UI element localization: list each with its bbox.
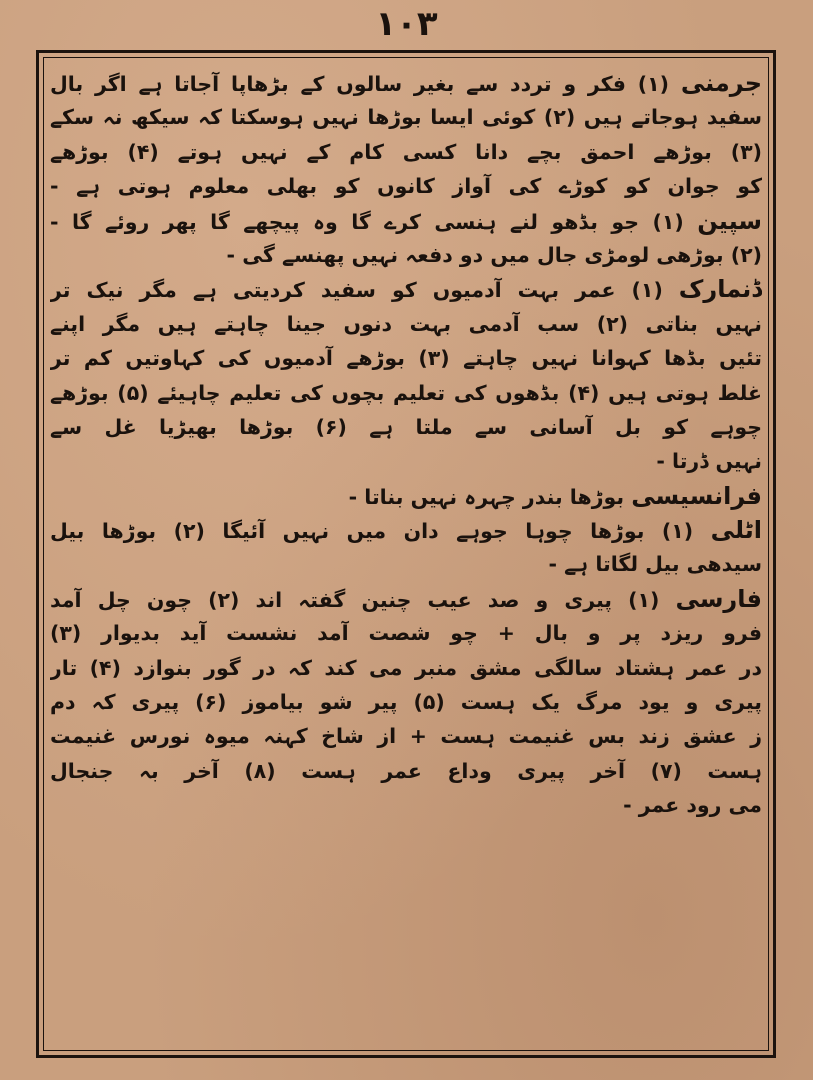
line-text: سفید ہوجاتے ہیں (۲) کوئی ایسا بوڑھا نہیں ہوسکتا کہ سیکھ نہ سکے bbox=[50, 105, 762, 130]
text-line bbox=[50, 685, 762, 719]
line-text: غلط ہوتی ہیں (۴) بڈھوں کی تعلیم بچوں کی تعلیم چاہیئے (۵) بوڑھے bbox=[50, 380, 762, 405]
line-text: چوہے کو بل آسانی سے ملتا ہے (۶) بوڑھا بھیڑیا غل سے bbox=[50, 414, 762, 439]
text-line bbox=[50, 238, 762, 272]
line-text: نہیں بناتی (۲) سب آدمی بہت دنوں جینا چاہتے ہیں مگر اپنے bbox=[50, 311, 762, 336]
text-line bbox=[50, 616, 762, 650]
text-line bbox=[50, 204, 762, 238]
text-line bbox=[50, 479, 762, 513]
text-line bbox=[50, 341, 762, 375]
line-text: تئیں بڈھا کہوانا نہیں چاہتے (۳) بوڑھے آدمیوں کی کہاوتیں کم تر bbox=[50, 346, 762, 371]
text-line bbox=[50, 719, 762, 753]
line-text: (۱) فکر و تردد سے بغیر سالوں کے بڑھاپا آجاتا ہے اگر بال bbox=[50, 72, 681, 96]
line-text: نہیں ڈرتا - bbox=[656, 449, 762, 474]
line-text: (۳) بوڑھے احمق بچے دانا کسی کام کے نہیں ہوتے (۴) بوڑھے bbox=[50, 139, 762, 164]
text-line bbox=[50, 100, 762, 134]
text-line bbox=[50, 376, 762, 410]
line-text: ز عشق زند بس غنیمت ہست + از شاخ کہنہ میوہ نورس غنیمت bbox=[50, 724, 762, 749]
line-text: (۱) بوڑھا چوہا جوہے دان میں نہیں آئیگا (۲) بوڑھا بیل bbox=[50, 519, 711, 544]
line-text: می رود عمر - bbox=[623, 793, 762, 818]
text-line bbox=[50, 513, 762, 547]
country-heading: ڈنمارک bbox=[678, 275, 762, 304]
line-text: پیری و یود مرگ یک ہست (۵) پیر شو بیاموز (۶) پیری کہ دم bbox=[50, 690, 762, 715]
text-line bbox=[50, 547, 762, 581]
line-text: در عمر ہشتاد سالگی مشق منبر می کند کہ در گور بنوازد (۴) تار bbox=[50, 655, 762, 680]
country-heading: سپین bbox=[697, 206, 762, 235]
line-text: فرو ریزد پر و بال + چو شصت آمد نشست آید بدیوار (۳) bbox=[50, 621, 762, 646]
line-text: (۲) بوڑھی لومڑی جال میں دو دفعہ نہیں پھنسے گی - bbox=[226, 242, 762, 267]
line-text: ہست (۷) آخر پیری وداع عمر ہست (۸) آخر بہ جنجال bbox=[50, 758, 762, 783]
country-heading: جرمنی bbox=[680, 69, 762, 97]
line-text: بوڑھا بندر چہرہ نہیں بناتا - bbox=[348, 484, 632, 509]
text-line bbox=[50, 651, 762, 685]
text-line bbox=[50, 307, 762, 341]
proverbs-text-block bbox=[50, 66, 762, 1046]
page-number: ۱۰۳ bbox=[375, 4, 438, 44]
text-line bbox=[50, 169, 762, 203]
text-line bbox=[50, 66, 762, 100]
country-heading: فارسی bbox=[675, 584, 762, 613]
line-text: (۱) جو بڈھو لنے ہنسی کرے گا وہ پیچھے گا پھر روئے گا - bbox=[50, 209, 698, 234]
text-line bbox=[50, 135, 762, 169]
text-line bbox=[50, 582, 762, 616]
text-line bbox=[50, 272, 762, 306]
country-heading: فرانسیسی bbox=[631, 481, 762, 510]
line-text: (۱) عمر بہت آدمیوں کو سفید کردیتی ہے مگر نیک تر bbox=[50, 278, 679, 303]
text-line bbox=[50, 788, 762, 822]
text-line bbox=[50, 410, 762, 444]
country-heading: اٹلی bbox=[710, 516, 762, 545]
text-line bbox=[50, 444, 762, 478]
line-text: سیدھی بیل لگاتا ہے - bbox=[548, 552, 762, 577]
text-line bbox=[50, 754, 762, 788]
line-text: (۱) پیری و صد عیب چنین گفتہ اند (۲) چون چل آمد bbox=[50, 587, 676, 612]
line-text: کو جوان کو کوڑے کی آواز کانوں کو بھلی معلوم ہوتی ہے - bbox=[50, 174, 762, 199]
